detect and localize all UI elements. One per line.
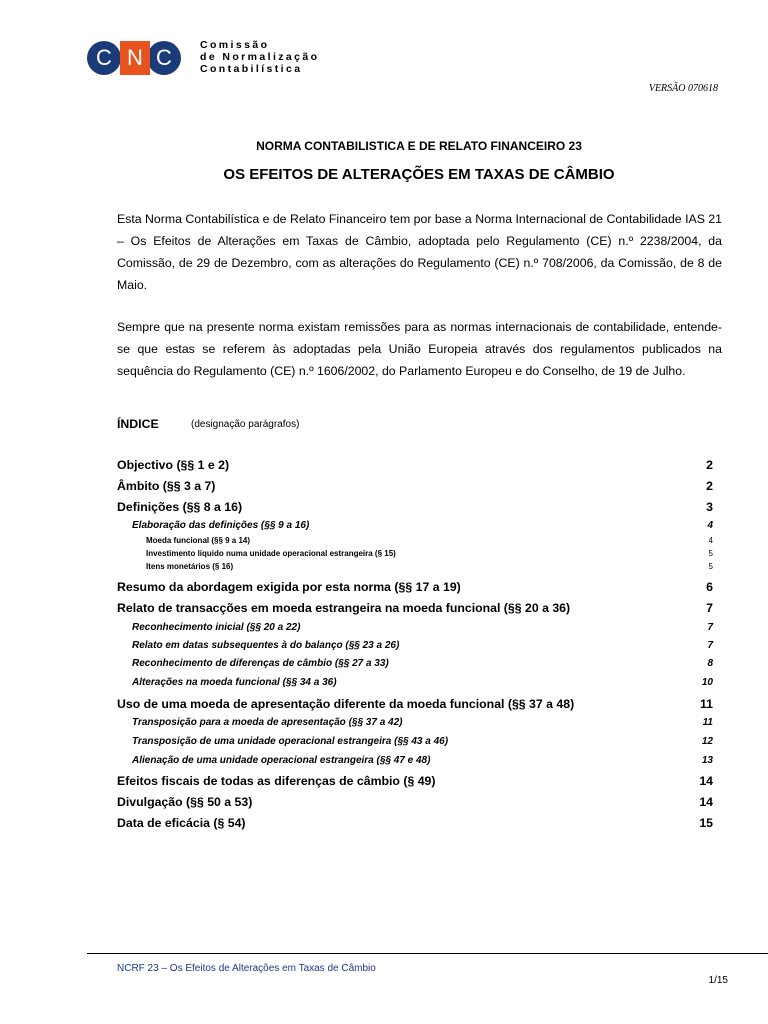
toc-entry-uso-moeda-apresentacao[interactable] bbox=[117, 697, 713, 711]
toc-page: 12 bbox=[701, 736, 713, 747]
toc-entry-objectivo[interactable] bbox=[117, 458, 713, 472]
toc-entry-investimento[interactable] bbox=[146, 549, 713, 558]
toc-entry-reconhecimento-inicial[interactable] bbox=[132, 622, 713, 633]
toc-entry-relato-datas[interactable] bbox=[132, 640, 713, 651]
toc-label: Uso de uma moeda de apresentação diferente da moeda funcional (§§ 37 a 48) bbox=[117, 697, 575, 711]
main-title: OS EFEITOS DE ALTERAÇÕES EM TAXAS DE CÂMBIO bbox=[223, 166, 615, 183]
toc-page: 2 bbox=[706, 479, 713, 493]
toc-label: Transposição de uma unidade operacional estrangeira (§§ 43 a 46) bbox=[132, 736, 449, 747]
toc-entry-ambito[interactable] bbox=[117, 479, 713, 493]
toc-page: 11 bbox=[700, 697, 713, 711]
toc-page: 7 bbox=[706, 601, 713, 615]
toc-label: Itens monetários (§ 16) bbox=[146, 562, 234, 571]
toc-page: 11 bbox=[702, 717, 713, 728]
org-name bbox=[200, 39, 319, 75]
footer-title: NCRF 23 – Os Efeitos de Alterações em Taxas de Câmbio bbox=[117, 963, 376, 974]
toc-entry-divulgacao[interactable] bbox=[117, 795, 713, 809]
toc-entry-transposicao-moeda[interactable] bbox=[132, 717, 713, 728]
toc-label: Alienação de uma unidade operacional estrangeira (§§ 47 e 48) bbox=[132, 755, 431, 766]
toc-entry-moeda-funcional[interactable] bbox=[146, 536, 713, 545]
toc-page: 14 bbox=[699, 795, 713, 809]
toc-page: 6 bbox=[706, 580, 713, 594]
page-number: 1/15 bbox=[708, 975, 728, 986]
intro-paragraph-1: Esta Norma Contabilística e de Relato Financeiro tem por base a Norma Internacional de Contabilidade IAS 21 – Os Efeitos de Alterações em Taxas de Câmbio, adoptada pelo Regulamento (CE) n.º 2238/2004, da Comissão, de 29 de Dezembro, com as alterações do Regulamento (CE) n.º 708/2006, da Comissão, de 8 de Maio. bbox=[117, 212, 722, 292]
footer-divider bbox=[87, 953, 768, 954]
toc-entry-reconhecimento-diferencas[interactable] bbox=[132, 658, 713, 669]
toc-page: 10 bbox=[701, 677, 713, 688]
toc-page: 5 bbox=[708, 549, 713, 558]
index-subheading: (designação parágrafos) bbox=[191, 419, 300, 430]
toc-entry-efeitos-fiscais[interactable] bbox=[117, 774, 713, 788]
toc-entry-elaboracao[interactable] bbox=[132, 520, 713, 531]
cnc-logo bbox=[87, 40, 181, 76]
toc-page: 4 bbox=[707, 520, 713, 531]
toc-entry-data-eficacia[interactable] bbox=[117, 816, 713, 830]
toc-label: Definições (§§ 8 a 16) bbox=[117, 500, 243, 514]
toc-label: Relato de transacções em moeda estrangeira na moeda funcional (§§ 20 a 36) bbox=[117, 601, 571, 615]
toc-entry-alteracoes-moeda[interactable] bbox=[132, 677, 713, 688]
toc-label: Efeitos fiscais de todas as diferenças de câmbio (§ 49) bbox=[117, 774, 436, 788]
index-heading: ÍNDICE bbox=[117, 417, 159, 431]
toc-label: Investimento líquido numa unidade operacional estrangeira (§ 15) bbox=[146, 549, 396, 558]
intro-paragraph-2: Sempre que na presente norma existam remissões para as normas internacionais de contabilidade, entende-se que estas se referem às adoptadas pela União Europeia através dos regulamentos publicados na sequência do Regulamento (CE) n.º 1606/2002, do Parlamento Europeu e do Conselho, de 19 de Julho. bbox=[117, 320, 722, 378]
org-name-line-1: Comissão bbox=[200, 39, 270, 51]
toc-entry-relato-transaccoes[interactable] bbox=[117, 601, 713, 615]
toc-page: 4 bbox=[708, 536, 713, 545]
toc-label: Transposição para a moeda de apresentação (§§ 37 a 42) bbox=[132, 717, 403, 728]
toc-label: Objectivo (§§ 1 e 2) bbox=[117, 458, 230, 472]
toc-label: Resumo da abordagem exigida por esta norma (§§ 17 a 19) bbox=[117, 580, 461, 594]
toc-page: 15 bbox=[699, 816, 713, 830]
toc-page: 8 bbox=[707, 658, 713, 669]
toc-page: 2 bbox=[706, 458, 713, 472]
toc-page: 5 bbox=[708, 562, 713, 571]
toc-page: 3 bbox=[706, 500, 713, 514]
toc-label: Elaboração das definições (§§ 9 a 16) bbox=[132, 520, 310, 531]
toc-label: Âmbito (§§ 3 a 7) bbox=[117, 479, 216, 493]
toc-label: Reconhecimento inicial (§§ 20 a 22) bbox=[132, 622, 301, 633]
logo-letter-c1: C bbox=[87, 41, 121, 75]
norma-title: NORMA CONTABILISTICA E DE RELATO FINANCEIRO 23 bbox=[256, 139, 582, 153]
toc-entry-alienacao[interactable] bbox=[132, 755, 713, 766]
toc-label: Reconhecimento de diferenças de câmbio (§§ 27 a 33) bbox=[132, 658, 389, 669]
logo-letter-c2: C bbox=[147, 41, 181, 75]
toc-page: 13 bbox=[701, 755, 713, 766]
toc-label: Alterações na moeda funcional (§§ 34 a 36) bbox=[132, 677, 337, 688]
toc-label: Moeda funcional (§§ 9 a 14) bbox=[146, 536, 251, 545]
toc-entry-definicoes[interactable] bbox=[117, 500, 713, 514]
toc-page: 14 bbox=[699, 774, 713, 788]
toc-entry-transposicao-unidade[interactable] bbox=[132, 736, 713, 747]
toc-page: 7 bbox=[707, 640, 713, 651]
toc-entry-resumo[interactable] bbox=[117, 580, 713, 594]
logo-letter-n: N bbox=[120, 41, 150, 75]
toc-label: Data de eficácia (§ 54) bbox=[117, 816, 246, 830]
toc-entry-itens-monetarios[interactable] bbox=[146, 562, 713, 571]
toc-label: Relato em datas subsequentes à do balanço (§§ 23 a 26) bbox=[132, 640, 400, 651]
toc-page: 7 bbox=[707, 622, 713, 633]
toc-label: Divulgação (§§ 50 a 53) bbox=[117, 795, 253, 809]
version-label: VERSÃO 070618 bbox=[648, 83, 718, 94]
org-name-line-2: de Normalização bbox=[200, 51, 320, 63]
org-name-line-3: Contabilística bbox=[200, 63, 303, 75]
